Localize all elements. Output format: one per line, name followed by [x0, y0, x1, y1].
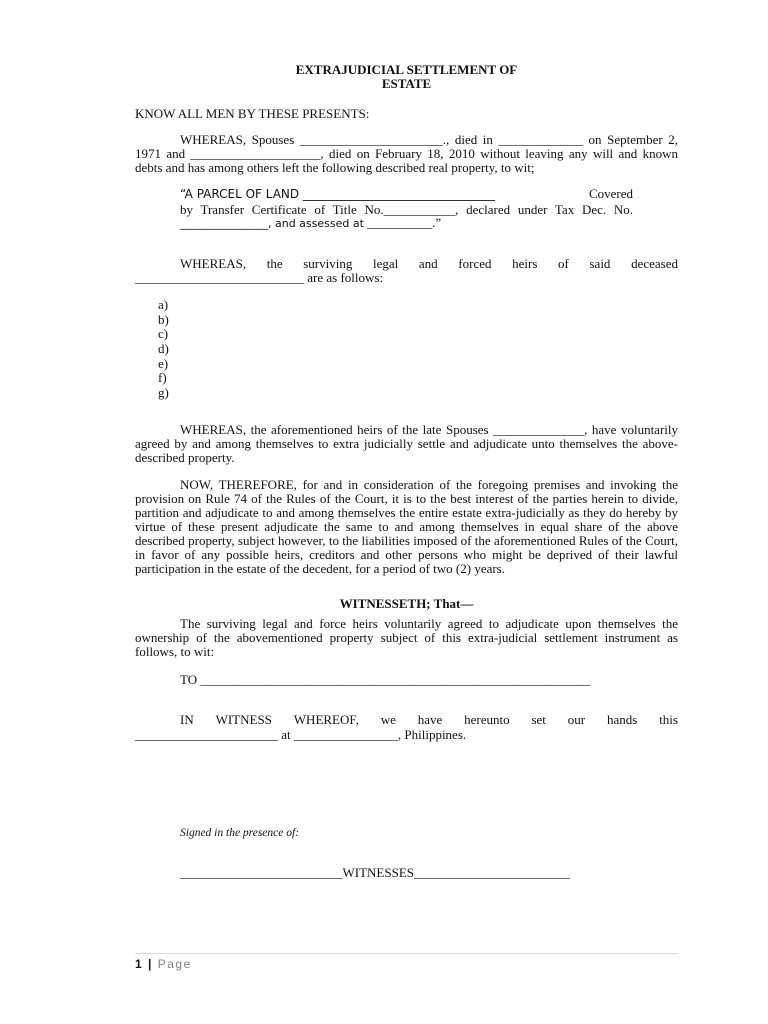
paragraph-heirs-agreed: WHEREAS, the aforementioned heirs of the late Spouses ______________, have voluntarily agreed by and among themselves to extra judicially settle and adjudicate unto themselves the above-described property. [135, 422, 678, 465]
heirs-word: deceased [631, 256, 678, 271]
list-item: a) [158, 297, 169, 312]
to-line: TO ____________________________________________________________ [180, 672, 591, 687]
parcel-line-1 [180, 187, 633, 201]
witness-word: hands [606, 712, 638, 727]
witnesses-signature-line: _________________________WITNESSES________________________ [180, 865, 570, 880]
page-number: 1 [135, 957, 144, 971]
witnesseth-heading: WITNESSETH; That— [339, 596, 474, 611]
heirs-word: legal [372, 256, 399, 271]
witness-word: we [380, 712, 396, 727]
heirs-word: WHEREAS, [180, 256, 247, 271]
parcel-line-3-assessed: ________________, and assessed at [180, 217, 364, 230]
heirs-word: forced [458, 256, 492, 271]
heirs-word: the [266, 256, 283, 271]
witness-word: our [567, 712, 586, 727]
document-title-line1: EXTRAJUDICIAL SETTLEMENT OF [295, 62, 518, 77]
list-item: g) [158, 385, 169, 401]
list-item: b) [158, 311, 169, 327]
signed-in-presence-label: Signed in the presence of: [180, 827, 300, 839]
page-separator: | [143, 957, 158, 971]
page-label: Page [157, 957, 192, 971]
parcel-line-1-covered: Covered [588, 186, 633, 201]
witness-word: have [417, 712, 443, 727]
paragraph-surviving-heirs: The surviving legal and force heirs voluntarily agreed to adjudicate upon themselves the ownership of the abovementioned property subject of this extra-judicial settlement instrument as follows, to wit: [135, 616, 678, 659]
parcel-line-3 [180, 216, 633, 231]
witness-whereof-line-2: ______________________ at ________________, Philippines. [135, 727, 467, 742]
witness-word: hereunto [464, 712, 510, 727]
list-item: c) [158, 326, 169, 342]
witness-word: IN [180, 712, 194, 727]
paragraph-whereas-spouses: WHEREAS, Spouses ______________________., died in _____________ on September 2, 1971 and ____________________, died on February 18, 2010 without leaving any will and known debts and has among others left the following described real property, to wit; [135, 132, 678, 175]
witness-word: set [531, 712, 546, 727]
heirs-line-2: __________________________ are as follows: [135, 270, 384, 285]
document-title-line2: ESTATE [381, 76, 432, 91]
witness-word: this [659, 712, 678, 727]
witness-word: WHEREOF, [293, 712, 359, 727]
list-item: f) [158, 370, 167, 386]
witness-whereof-line-1 [180, 713, 678, 727]
parcel-line-2: by Transfer Certificate of Title No.___________, declared under Tax Dec. No. [180, 202, 633, 217]
heirs-word: heirs [512, 256, 538, 271]
list-item: d) [158, 341, 169, 357]
heirs-line-1 [180, 257, 678, 271]
paragraph-now-therefore: NOW, THEREFORE, for and in consideration of the foregoing premises and invoking the provision on Rule 74 of the Rules of the Court, it is to the best interest of the parties herein to divide, partition and adjudicate to and among themselves the entire estate extra-judicially as they do hereby by virtue of these present adjudicate the same to and among themselves in equal share of the above described property, subject however, to the liabilities imposed of the aforementioned Rules of the Court, in favor of any possible heirs, creditors and other persons who might be deprived of their lawful participation in the estate of the decedent, for a period of two (2) years. [135, 477, 678, 576]
heirs-word: and [418, 256, 438, 271]
witness-word: WITNESS [215, 712, 272, 727]
parcel-line-3-end: __________.” [363, 215, 442, 230]
footer-divider [135, 953, 678, 954]
heirs-word: said [589, 256, 611, 271]
heirs-list [158, 298, 169, 401]
heirs-word: of [558, 256, 569, 271]
salutation: KNOW ALL MEN BY THESE PRESENTS: [135, 106, 370, 121]
page-footer [135, 957, 192, 971]
heirs-word: surviving [303, 256, 353, 271]
list-item: e) [158, 355, 169, 371]
parcel-line-1-text: “A PARCEL OF LAND ________________________________ [180, 187, 495, 201]
